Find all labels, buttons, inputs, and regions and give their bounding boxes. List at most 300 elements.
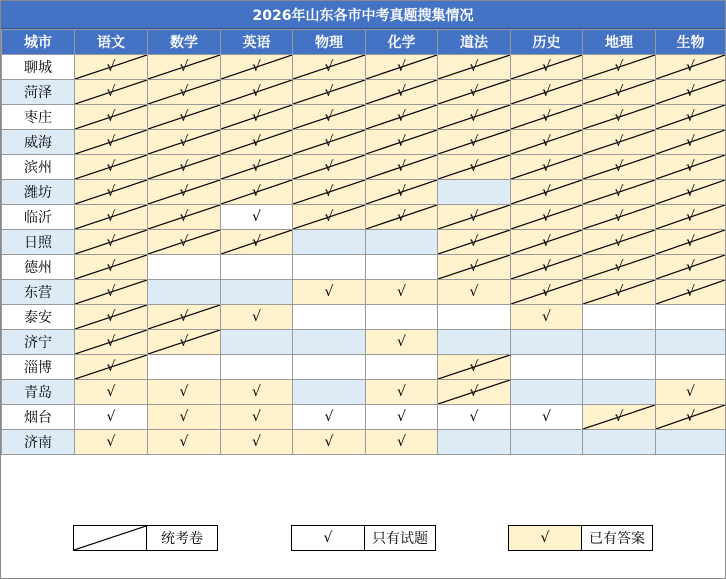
empty-cell — [293, 255, 366, 280]
unified-exam-cell — [438, 80, 511, 105]
check-mark: √ — [179, 134, 189, 150]
legend-daan — [508, 525, 653, 551]
check-mark: √ — [106, 259, 116, 275]
check-mark: √ — [106, 209, 116, 225]
check-mark: √ — [252, 159, 261, 175]
check-mark: √ — [469, 209, 479, 225]
table-row — [2, 280, 726, 305]
answer-cell — [293, 280, 366, 305]
unified-exam-cell — [148, 305, 221, 330]
check-mark: √ — [614, 409, 624, 425]
check-mark: √ — [179, 159, 189, 175]
check-mark: √ — [542, 284, 551, 300]
city-cell: 枣庄 — [2, 105, 75, 130]
unified-exam-cell — [148, 155, 221, 180]
diagonal-line-icon — [74, 526, 146, 550]
check-mark: √ — [106, 134, 116, 150]
check-mark: √ — [542, 309, 551, 325]
city-cell: 德州 — [2, 255, 75, 280]
check-mark: √ — [324, 159, 334, 175]
unified-exam-cell — [656, 80, 726, 105]
legend-shiti — [291, 525, 436, 551]
unified-exam-cell — [438, 355, 511, 380]
header-subject: 物理 — [293, 30, 366, 55]
unified-exam-cell — [75, 130, 148, 155]
empty-cell — [148, 280, 221, 305]
empty-cell — [583, 355, 656, 380]
paper-only-cell — [438, 405, 511, 430]
unified-exam-cell — [293, 105, 366, 130]
empty-cell — [583, 380, 656, 405]
empty-cell — [583, 330, 656, 355]
city-cell: 滨州 — [2, 155, 75, 180]
unified-exam-cell — [366, 205, 438, 230]
check-mark: √ — [179, 309, 189, 325]
city-cell: 潍坊 — [2, 180, 75, 205]
check-mark: √ — [324, 409, 334, 425]
unified-exam-cell — [656, 405, 726, 430]
table-row — [2, 255, 726, 280]
check-mark: √ — [179, 184, 189, 200]
check-mark: √ — [397, 434, 406, 450]
unified-exam-cell — [75, 180, 148, 205]
empty-cell — [583, 430, 656, 455]
check-mark: √ — [542, 59, 551, 75]
answer-cell — [366, 330, 438, 355]
unified-exam-cell — [438, 255, 511, 280]
unified-exam-cell — [75, 230, 148, 255]
check-mark: √ — [540, 530, 550, 546]
check-mark: √ — [686, 59, 695, 75]
table-row — [2, 130, 726, 155]
unified-exam-cell — [221, 180, 293, 205]
check-mark: √ — [469, 134, 479, 150]
unified-exam-cell — [75, 55, 148, 80]
check-mark: √ — [686, 209, 695, 225]
unified-exam-cell — [75, 205, 148, 230]
empty-cell — [221, 280, 293, 305]
check-mark: √ — [469, 59, 479, 75]
unified-exam-cell — [75, 105, 148, 130]
check-mark: √ — [469, 234, 479, 250]
unified-exam-cell — [148, 80, 221, 105]
check-mark: √ — [324, 134, 334, 150]
answer-cell — [293, 430, 366, 455]
empty-cell — [221, 355, 293, 380]
check-mark: √ — [542, 409, 551, 425]
city-cell: 烟台 — [2, 405, 75, 430]
paper-only-cell — [221, 205, 293, 230]
check-mark: √ — [106, 184, 116, 200]
header-subject: 语文 — [75, 30, 148, 55]
check-mark: √ — [686, 134, 695, 150]
table-row — [2, 305, 726, 330]
unified-exam-cell — [583, 230, 656, 255]
table-row — [2, 330, 726, 355]
check-mark: √ — [542, 84, 551, 100]
unified-exam-cell — [293, 55, 366, 80]
answer-cell — [511, 305, 583, 330]
check-mark: √ — [397, 409, 406, 425]
unified-exam-cell — [583, 55, 656, 80]
check-mark: √ — [179, 109, 189, 125]
city-cell: 青岛 — [2, 380, 75, 405]
unified-exam-cell — [148, 55, 221, 80]
unified-exam-cell — [511, 255, 583, 280]
unified-exam-cell — [293, 155, 366, 180]
check-mark: √ — [397, 184, 406, 200]
unified-exam-cell — [366, 130, 438, 155]
unified-exam-cell — [148, 230, 221, 255]
check-mark: √ — [469, 384, 479, 400]
check-mark: √ — [106, 434, 116, 450]
check-mark: √ — [469, 84, 479, 100]
unified-exam-cell — [438, 205, 511, 230]
unified-exam-cell — [75, 255, 148, 280]
empty-cell — [511, 330, 583, 355]
check-mark: √ — [252, 59, 261, 75]
answer-cell — [438, 280, 511, 305]
paper-only-cell — [511, 405, 583, 430]
check-mark: √ — [686, 84, 695, 100]
check-mark: √ — [542, 259, 551, 275]
empty-cell — [293, 305, 366, 330]
check-mark: √ — [397, 209, 406, 225]
answer-cell — [75, 430, 148, 455]
empty-cell — [366, 255, 438, 280]
header-row — [2, 30, 726, 55]
unified-exam-cell — [656, 280, 726, 305]
unified-exam-cell — [221, 80, 293, 105]
check-mark: √ — [324, 184, 334, 200]
check-mark: √ — [106, 359, 116, 375]
check-mark: √ — [686, 159, 695, 175]
check-mark: √ — [686, 259, 695, 275]
unified-exam-cell — [511, 105, 583, 130]
check-mark: √ — [106, 84, 116, 100]
unified-exam-cell — [583, 205, 656, 230]
empty-cell — [438, 305, 511, 330]
answer-cell — [656, 380, 726, 405]
check-mark: √ — [469, 409, 479, 425]
check-mark: √ — [397, 109, 406, 125]
check-mark: √ — [686, 234, 695, 250]
check-mark: √ — [614, 134, 624, 150]
empty-cell — [511, 380, 583, 405]
check-mark: √ — [469, 284, 479, 300]
unified-exam-cell — [583, 405, 656, 430]
legend-tongkao — [73, 525, 218, 551]
empty-cell — [221, 255, 293, 280]
empty-cell — [366, 305, 438, 330]
unified-exam-cell — [656, 230, 726, 255]
unified-exam-cell — [583, 105, 656, 130]
check-mark: √ — [397, 384, 406, 400]
unified-exam-cell — [148, 130, 221, 155]
unified-exam-cell — [438, 130, 511, 155]
unified-exam-cell — [366, 155, 438, 180]
empty-cell — [438, 430, 511, 455]
unified-exam-cell — [583, 180, 656, 205]
unified-exam-cell — [75, 355, 148, 380]
city-cell: 济宁 — [2, 330, 75, 355]
unified-exam-cell — [438, 380, 511, 405]
check-mark: √ — [469, 259, 479, 275]
answer-cell — [221, 380, 293, 405]
check-mark: √ — [469, 109, 479, 125]
unified-exam-cell — [221, 130, 293, 155]
check-mark: √ — [106, 159, 116, 175]
check-mark: √ — [252, 209, 261, 225]
unified-exam-cell — [511, 80, 583, 105]
empty-cell — [148, 355, 221, 380]
check-mark: √ — [252, 109, 261, 125]
empty-cell — [656, 305, 726, 330]
empty-cell — [583, 305, 656, 330]
legend-label: 只有试题 — [365, 525, 436, 551]
unified-exam-cell — [656, 180, 726, 205]
check-mark: √ — [542, 234, 551, 250]
unified-exam-cell — [511, 230, 583, 255]
answer-cell — [221, 405, 293, 430]
header-city: 城市 — [2, 30, 75, 55]
unified-exam-cell — [438, 155, 511, 180]
unified-exam-cell — [656, 205, 726, 230]
city-cell: 泰安 — [2, 305, 75, 330]
table-row — [2, 405, 726, 430]
check-mark: √ — [686, 184, 695, 200]
city-cell: 东营 — [2, 280, 75, 305]
unified-exam-cell — [656, 130, 726, 155]
header-subject: 生物 — [656, 30, 726, 55]
check-mark: √ — [397, 59, 406, 75]
legend-swatch-diagonal — [73, 525, 147, 551]
check-mark: √ — [179, 59, 189, 75]
empty-cell — [438, 330, 511, 355]
check-mark: √ — [179, 234, 189, 250]
check-mark: √ — [686, 409, 695, 425]
check-mark: √ — [397, 284, 406, 300]
city-cell: 日照 — [2, 230, 75, 255]
check-mark: √ — [179, 334, 189, 350]
check-mark: √ — [614, 284, 624, 300]
empty-cell — [656, 355, 726, 380]
check-mark: √ — [542, 159, 551, 175]
check-mark: √ — [324, 84, 334, 100]
header-subject: 道法 — [438, 30, 511, 55]
check-mark: √ — [179, 409, 189, 425]
check-mark: √ — [614, 159, 624, 175]
unified-exam-cell — [293, 80, 366, 105]
unified-exam-cell — [221, 105, 293, 130]
check-mark: √ — [397, 134, 406, 150]
table-row — [2, 105, 726, 130]
unified-exam-cell — [656, 55, 726, 80]
unified-exam-cell — [148, 205, 221, 230]
check-mark: √ — [252, 234, 261, 250]
answer-cell — [75, 380, 148, 405]
check-mark: √ — [614, 84, 624, 100]
unified-exam-cell — [75, 80, 148, 105]
answer-cell — [366, 430, 438, 455]
table-row — [2, 380, 726, 405]
unified-exam-cell — [656, 155, 726, 180]
unified-exam-cell — [148, 330, 221, 355]
check-mark: √ — [324, 109, 334, 125]
city-cell: 济南 — [2, 430, 75, 455]
empty-cell — [438, 180, 511, 205]
unified-exam-cell — [75, 330, 148, 355]
empty-cell — [656, 430, 726, 455]
header-subject: 数学 — [148, 30, 221, 55]
city-cell: 菏泽 — [2, 80, 75, 105]
check-mark: √ — [252, 384, 261, 400]
empty-cell — [511, 430, 583, 455]
table-row — [2, 230, 726, 255]
unified-exam-cell — [511, 205, 583, 230]
check-mark: √ — [324, 59, 334, 75]
check-mark: √ — [686, 384, 695, 400]
answer-cell — [221, 430, 293, 455]
unified-exam-cell — [511, 130, 583, 155]
unified-exam-cell — [148, 180, 221, 205]
city-cell: 临沂 — [2, 205, 75, 230]
unified-exam-cell — [366, 180, 438, 205]
check-mark: √ — [686, 284, 695, 300]
table-row — [2, 205, 726, 230]
check-mark: √ — [106, 234, 116, 250]
check-mark: √ — [179, 209, 189, 225]
unified-exam-cell — [656, 105, 726, 130]
check-mark: √ — [324, 209, 334, 225]
check-mark: √ — [397, 159, 406, 175]
table-row — [2, 80, 726, 105]
city-cell: 聊城 — [2, 55, 75, 80]
unified-exam-cell — [438, 55, 511, 80]
legend-label: 统考卷 — [147, 525, 218, 551]
header-subject: 化学 — [366, 30, 438, 55]
check-mark: √ — [252, 309, 261, 325]
check-mark: √ — [106, 334, 116, 350]
table-row — [2, 55, 726, 80]
check-mark: √ — [106, 284, 116, 300]
paper-only-cell — [75, 405, 148, 430]
legend-label: 已有答案 — [582, 525, 653, 551]
check-mark: √ — [542, 134, 551, 150]
table-row — [2, 430, 726, 455]
legend-swatch-yellow — [508, 525, 582, 551]
check-mark: √ — [397, 84, 406, 100]
answer-cell — [148, 430, 221, 455]
check-mark: √ — [252, 409, 261, 425]
unified-exam-cell — [583, 155, 656, 180]
unified-exam-cell — [438, 230, 511, 255]
unified-exam-cell — [511, 55, 583, 80]
check-mark: √ — [686, 109, 695, 125]
empty-cell — [148, 255, 221, 280]
unified-exam-cell — [221, 230, 293, 255]
check-mark: √ — [106, 409, 116, 425]
answer-cell — [366, 280, 438, 305]
check-mark: √ — [614, 59, 624, 75]
empty-cell — [293, 330, 366, 355]
check-mark: √ — [106, 109, 116, 125]
check-mark: √ — [179, 384, 189, 400]
empty-cell — [366, 230, 438, 255]
check-mark: √ — [542, 109, 551, 125]
paper-only-cell — [366, 405, 438, 430]
unified-exam-cell — [583, 80, 656, 105]
check-mark: √ — [324, 434, 334, 450]
city-cell: 淄博 — [2, 355, 75, 380]
answer-cell — [148, 405, 221, 430]
city-cell: 威海 — [2, 130, 75, 155]
check-mark: √ — [469, 359, 479, 375]
check-mark: √ — [252, 134, 261, 150]
unified-exam-cell — [366, 105, 438, 130]
answer-cell — [221, 305, 293, 330]
table-row — [2, 355, 726, 380]
answer-cell — [148, 380, 221, 405]
unified-exam-cell — [293, 130, 366, 155]
check-mark: √ — [179, 84, 189, 100]
unified-exam-cell — [438, 105, 511, 130]
unified-exam-cell — [293, 205, 366, 230]
unified-exam-cell — [656, 255, 726, 280]
empty-cell — [511, 355, 583, 380]
check-mark: √ — [469, 159, 479, 175]
unified-exam-cell — [148, 105, 221, 130]
unified-exam-cell — [511, 155, 583, 180]
collection-table — [1, 29, 726, 455]
check-mark: √ — [542, 184, 551, 200]
unified-exam-cell — [511, 180, 583, 205]
empty-cell — [656, 330, 726, 355]
table-row — [2, 155, 726, 180]
check-mark: √ — [614, 259, 624, 275]
sheet-title: 2026年山东各市中考真题搜集情况 — [1, 1, 725, 29]
check-mark: √ — [106, 384, 116, 400]
empty-cell — [221, 330, 293, 355]
check-mark: √ — [106, 59, 116, 75]
unified-exam-cell — [583, 130, 656, 155]
empty-cell — [293, 230, 366, 255]
empty-cell — [366, 355, 438, 380]
unified-exam-cell — [366, 55, 438, 80]
header-subject: 英语 — [221, 30, 293, 55]
empty-cell — [293, 355, 366, 380]
legend-swatch-white — [291, 525, 365, 551]
check-mark: √ — [252, 434, 261, 450]
check-mark: √ — [324, 284, 334, 300]
check-mark: √ — [252, 184, 261, 200]
unified-exam-cell — [221, 155, 293, 180]
header-subject: 历史 — [511, 30, 583, 55]
answer-cell — [366, 380, 438, 405]
check-mark: √ — [614, 234, 624, 250]
unified-exam-cell — [221, 55, 293, 80]
check-mark: √ — [252, 84, 261, 100]
header-subject: 地理 — [583, 30, 656, 55]
check-mark: √ — [179, 434, 189, 450]
unified-exam-cell — [366, 80, 438, 105]
empty-cell — [293, 380, 366, 405]
check-mark: √ — [397, 334, 406, 350]
table-row — [2, 180, 726, 205]
unified-exam-cell — [293, 180, 366, 205]
check-mark: √ — [614, 109, 624, 125]
unified-exam-cell — [75, 305, 148, 330]
